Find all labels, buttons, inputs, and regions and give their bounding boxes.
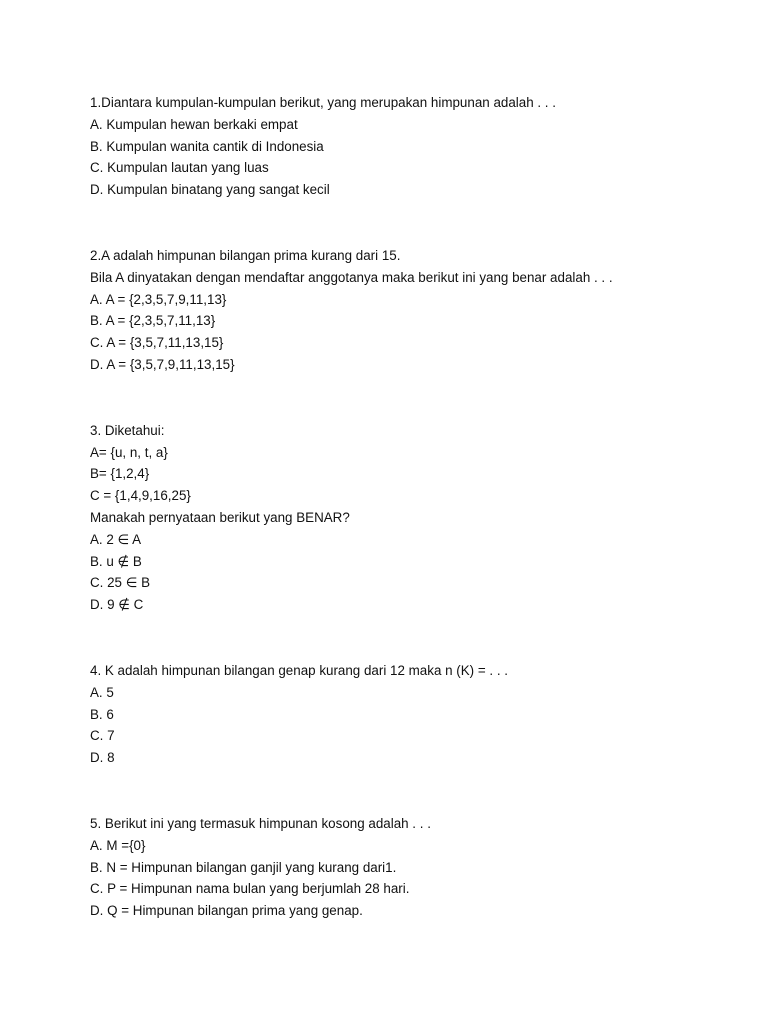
answer-option-c: C. 7 [90,728,115,744]
question-5 [90,813,730,922]
set-definition-a: A= {u, n, t, a} [90,444,168,460]
question-3 [90,420,730,616]
answer-option-b: B. Kumpulan wanita cantik di Indonesia [90,138,324,154]
answer-option-d: D. Kumpulan binatang yang sangat kecil [90,182,330,198]
spacer [90,769,730,813]
set-definition-c: C = {1,4,9,16,25} [90,488,191,504]
answer-option-d: D. 9 ∉ C [90,597,144,613]
answer-option-c: C. Kumpulan lautan yang luas [90,160,269,176]
question-text: 4. K adalah himpunan bilangan genap kurang dari 12 maka n (K) = . . . [90,662,508,678]
question-text: 1.Diantara kumpulan-kumpulan berikut, yang merupakan himpunan adalah . . . [90,95,556,110]
answer-option-d: D. A = {3,5,7,9,11,13,15} [90,356,235,372]
question-text: 3. Diketahui: [90,422,165,438]
answer-option-a: A. A = {2,3,5,7,9,11,13} [90,291,227,307]
set-definition-b: B= {1,2,4} [90,466,150,482]
answer-option-d: D. 8 [90,750,115,766]
answer-option-c: C. A = {3,5,7,11,13,15} [90,335,224,351]
answer-option-a: A. 2 ∈ A [90,531,142,547]
answer-option-c: C. 25 ∈ B [90,575,151,591]
answer-option-b: B. A = {2,3,5,7,11,13} [90,313,216,329]
answer-option-b: B. N = Himpunan bilangan ganjil yang kurang dari1. [90,859,397,875]
question-1 [90,92,730,201]
question-text: Bila A dinyatakan dengan mendaftar anggotanya maka berikut ini yang benar adalah . . . [90,269,613,285]
question-text: 2.A adalah himpunan bilangan prima kurang dari 15. [90,247,401,263]
answer-option-b: B. 6 [90,706,114,722]
answer-option-a: A. M ={0} [90,837,146,853]
document-page [90,92,730,922]
spacer [90,376,730,420]
answer-option-d: D. Q = Himpunan bilangan prima yang genap. [90,903,363,919]
question-text: 5. Berikut ini yang termasuk himpunan kosong adalah . . . [90,815,431,831]
spacer [90,616,730,660]
question-text: Manakah pernyataan berikut yang BENAR? [90,509,350,525]
answer-option-b: B. u ∉ B [90,553,142,569]
question-2 [90,245,730,376]
spacer [90,201,730,245]
answer-option-c: C. P = Himpunan nama bulan yang berjumlah 28 hari. [90,881,410,897]
answer-option-a: A. 5 [90,684,114,700]
answer-option-a: A. Kumpulan hewan berkaki empat [90,116,298,132]
question-4 [90,660,730,769]
